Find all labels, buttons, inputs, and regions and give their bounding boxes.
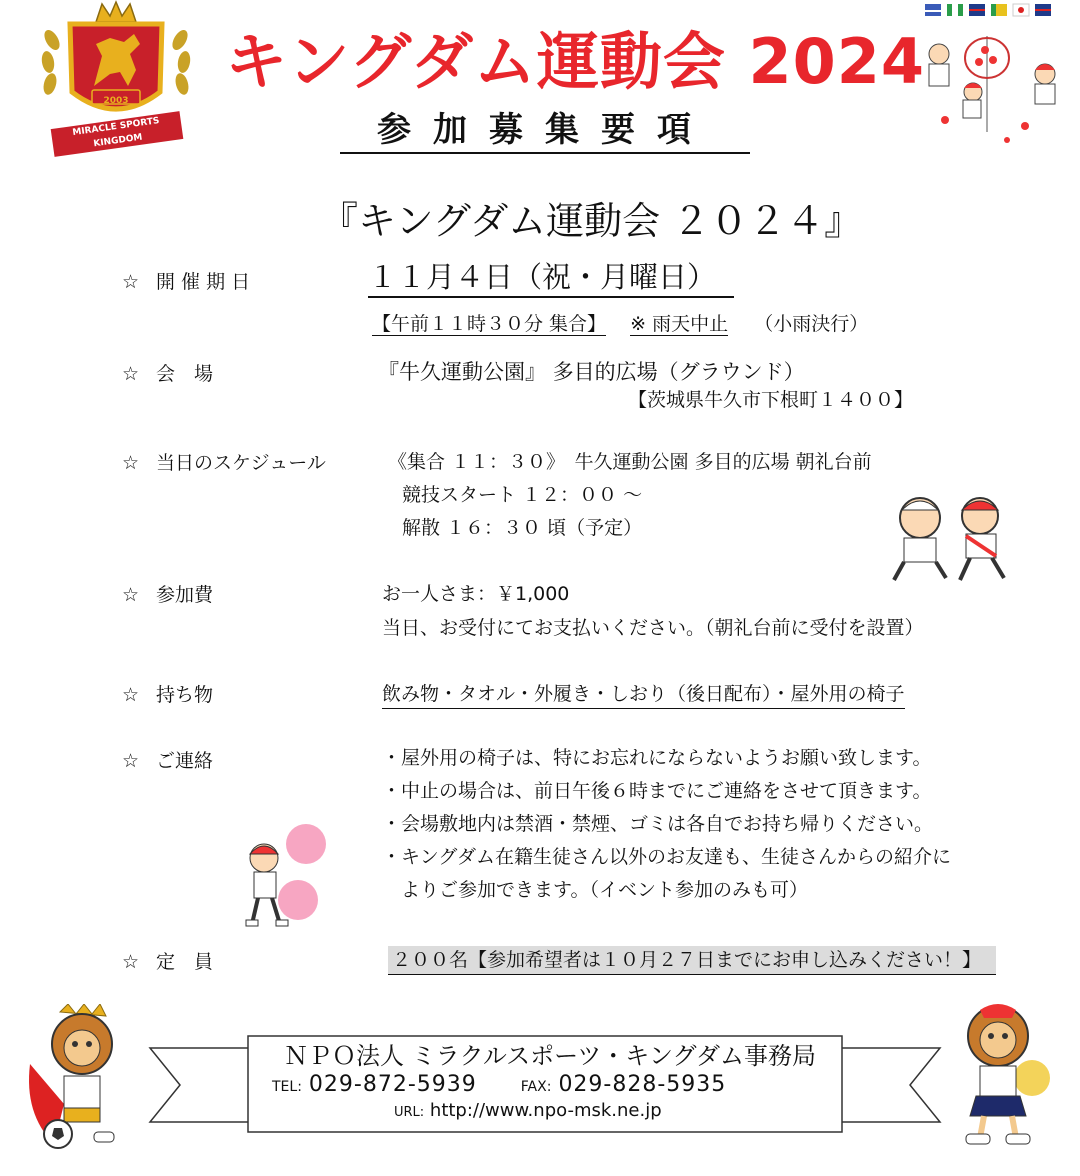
contact-note: ・屋外用の椅子は、特にお忘れにならないようお願い致します。 — [382, 747, 932, 769]
label-date — [122, 268, 250, 296]
label-venue — [122, 360, 213, 388]
label-text: 定 員 — [156, 951, 214, 973]
date-value: １１月４日（祝・月曜日） — [368, 258, 734, 298]
schedule-line-2: 競技スタート １２：００ ～ — [402, 484, 643, 506]
subtitle: 参加募集要項 — [340, 108, 750, 154]
label-items — [122, 681, 213, 709]
star-icon: ☆ — [122, 684, 140, 706]
lion-mascot-left — [24, 1004, 134, 1154]
event-name: 『キングダム運動会 ２０２４』 — [320, 199, 863, 243]
rain-cancel-note: ※ 雨天中止 — [630, 313, 729, 335]
label-text: 会 場 — [156, 363, 214, 385]
fee-amount: お一人さま：￥1,000 — [382, 583, 570, 605]
contact-note: ・会場敷地内は禁酒・禁煙、ゴミは各自でお持ち帰りください。 — [382, 813, 934, 835]
label-fee — [122, 581, 213, 609]
org-name: ＮＰＯ法人 ミラクルスポーツ・キングダム事務局 — [283, 1042, 817, 1070]
star-icon: ☆ — [122, 363, 140, 385]
items-value: 飲み物・タオル・外履き・しおり（後日配布）・屋外用の椅子 — [382, 680, 905, 709]
logo-year: 2003 — [103, 96, 129, 106]
tel-label: TEL: — [272, 1079, 302, 1095]
venue-address: 【茨城県牛久市下根町１４００】 — [628, 389, 914, 411]
url-label: URL: — [394, 1105, 425, 1120]
light-rain-note: （小雨決行） — [754, 313, 869, 335]
label-text: 開 催 期 日 — [156, 271, 251, 293]
assembly-time: 【午前１１時３０分 集合】 — [372, 313, 607, 335]
label-capacity — [122, 948, 213, 976]
star-icon: ☆ — [122, 584, 140, 606]
running-kids-illustration — [880, 490, 1020, 586]
star-icon: ☆ — [122, 750, 140, 772]
flags-kids-illustration — [915, 0, 1065, 150]
contact-note: よりご参加できます。（イベント参加のみも可） — [382, 879, 808, 901]
label-text: 当日のスケジュール — [156, 452, 326, 474]
date-note — [372, 310, 868, 338]
url-line — [394, 1098, 714, 1126]
label-contact — [122, 747, 213, 775]
star-icon: ☆ — [122, 951, 140, 973]
venue-value: 『牛久運動公園』 多目的広場（グラウンド） — [378, 360, 805, 384]
cheerleader-illustration — [236, 820, 332, 932]
capacity-value: ２００名【参加希望者は１０月２７日までにお申し込みください！】 — [388, 946, 996, 975]
contact-note: ・中止の場合は、前日午後６時までにご連絡をさせて頂きます。 — [382, 780, 932, 802]
fee-payment-note: 当日、お受付にてお支払いください。（朝礼台前に受付を設置） — [382, 617, 924, 639]
tel-number[interactable]: 029-872-5939 — [308, 1072, 477, 1097]
contact-note: ・キングダム在籍生徒さん以外のお友達も、生徒さんからの紹介に — [382, 846, 952, 868]
label-text: ご連絡 — [156, 750, 214, 772]
fax-label: FAX: — [520, 1079, 552, 1095]
star-icon: ☆ — [122, 271, 140, 293]
schedule-line-3: 解散 １６：３０ 頃（予定） — [402, 517, 643, 539]
fax-number: 029-828-5935 — [558, 1072, 727, 1097]
schedule-line-1: 《集合 １１：３０》 牛久運動公園 多目的広場 朝礼台前 — [388, 451, 872, 473]
logo-ribbon-text: MIRACLE SPORTS KINGDOM — [51, 111, 184, 157]
label-text: 持ち物 — [156, 684, 214, 706]
label-schedule — [122, 449, 326, 477]
label-text: 参加費 — [156, 584, 214, 606]
lion-cheerleader-right — [946, 1000, 1056, 1150]
main-title: キングダム運動会 2024 — [225, 25, 926, 98]
star-icon: ☆ — [122, 452, 140, 474]
website-link[interactable]: http://www.npo-msk.ne.jp — [429, 1100, 662, 1121]
